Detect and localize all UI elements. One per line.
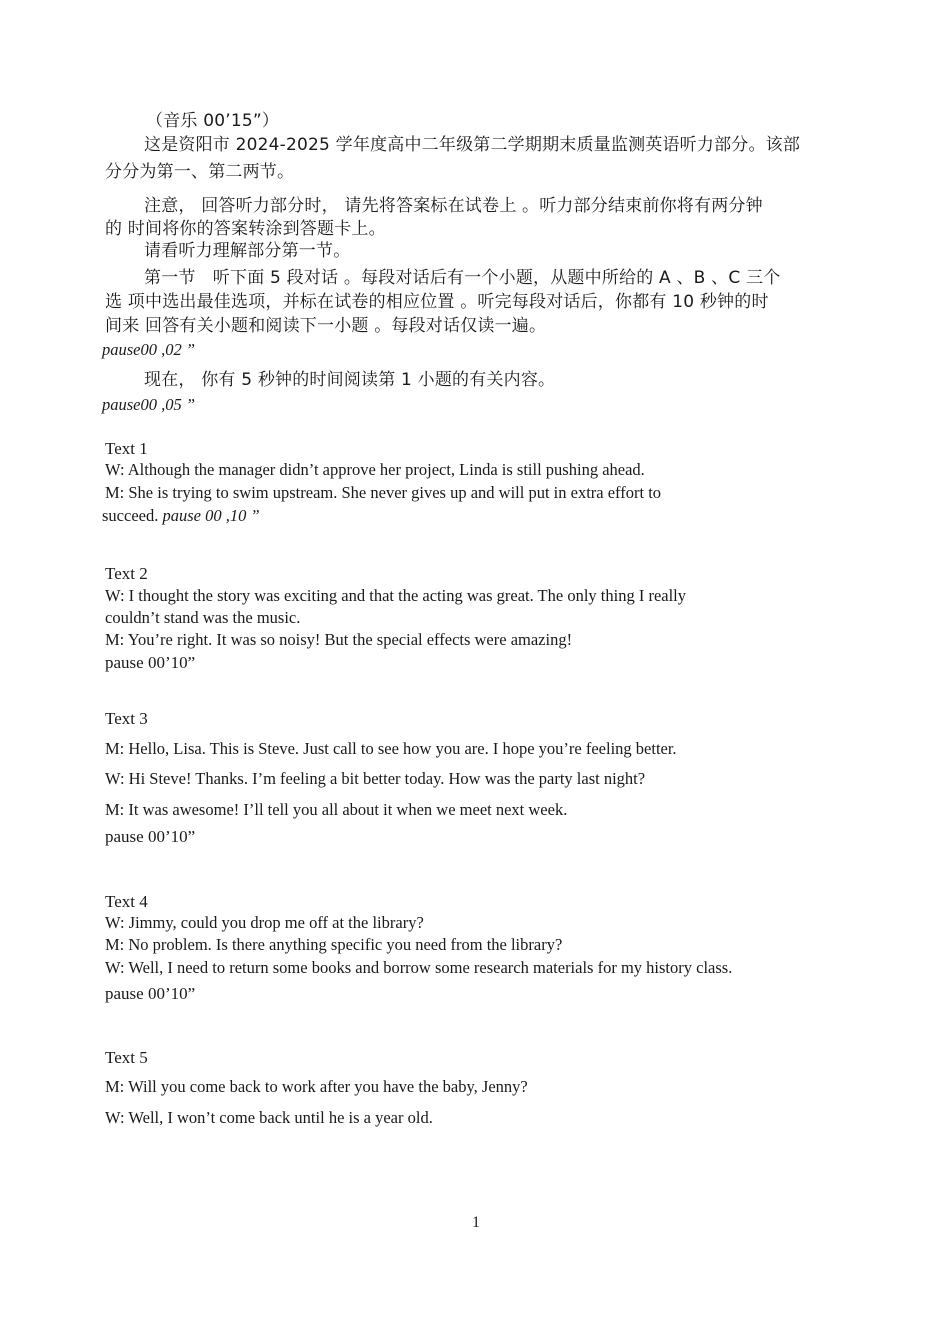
pause-marker: pause00 ,05 ” (102, 395, 196, 414)
dialogue-line: W: Although the manager didn’t approve her project, Linda is still pushing ahead. (105, 460, 645, 479)
pause-marker: pause 00’10” (105, 653, 196, 672)
pause-marker: pause 00’10” (105, 984, 196, 1003)
dialogue-line: W: Well, I won’t come back until he is a year old. (105, 1108, 433, 1127)
dialogue-line: M: Will you come back to work after you have the baby, Jenny? (105, 1077, 528, 1096)
music-cue: （音乐 00’15”） (146, 111, 280, 131)
pause-marker: pause00 ,02 ” (102, 340, 196, 359)
pause-marker: pause 00’10” (105, 827, 196, 846)
reading-time-note: 现在， 你有 5 秒钟的时间阅读第 1 小题的有关内容。 (144, 370, 556, 390)
dialogue-line-end (102, 505, 260, 527)
dialogue-line: M: Hello, Lisa. This is Steve. Just call to see how you are. I hope you’re feeling better. (105, 739, 677, 758)
dialogue-line: M: She is trying to swim upstream. She never gives up and will put in extra effort to (105, 483, 662, 502)
text-title: Text 4 (105, 892, 148, 911)
dialogue-line: M: You’re right. It was so noisy! But the special effects were amazing! (105, 630, 573, 649)
intro-line-2: 分分为第一、第二两节。 (105, 162, 295, 182)
dialogue-line: couldn’t stand was the music. (105, 608, 301, 627)
notice-line-1: 注意， 回答听力部分时， 请先将答案标在试卷上 。听力部分结束前你将有两分钟 (144, 196, 763, 216)
dialogue-line: W: Jimmy, could you drop me off at the library? (105, 913, 424, 932)
section1-line-2: 选 项中选出最佳选项，并标在试卷的相应位置 。听完每段对话后，你都有 10 秒钟的时 (105, 292, 769, 312)
dialogue-line: M: No problem. Is there anything specific you need from the library? (105, 935, 563, 954)
section1-line-1: 第一节 听下面 5 段对话 。每段对话后有一个小题，从题中所给的 A 、B 、C 三个 (144, 268, 781, 288)
notice-line-2: 的 时间将你的答案转涂到答题卡上。 (105, 219, 386, 239)
dialogue-text: succeed. (102, 506, 159, 525)
intro-line-1: 这是资阳市 2024-2025 学年度高中二年级第二学期期末质量监测英语听力部分。该部 (144, 135, 801, 155)
section-prompt: 请看听力理解部分第一节。 (144, 241, 351, 261)
page-number: 1 (472, 1214, 480, 1231)
text-title: Text 5 (105, 1048, 148, 1067)
text-title: Text 1 (105, 439, 148, 458)
text-title: Text 2 (105, 564, 148, 583)
dialogue-line: M: It was awesome! I’ll tell you all about it when we meet next week. (105, 800, 568, 819)
dialogue-line: W: Well, I need to return some books and borrow some research materials for my history class. (105, 958, 733, 977)
dialogue-line: W: I thought the story was exciting and that the acting was great. The only thing I really (105, 586, 687, 605)
section1-line-3: 间来 回答有关小题和阅读下一小题 。每段对话仅读一遍。 (105, 316, 547, 336)
dialogue-line: W: Hi Steve! Thanks. I’m feeling a bit better today. How was the party last night? (105, 769, 646, 788)
pause-marker: pause 00 ,10 ” (162, 506, 260, 525)
text-title: Text 3 (105, 709, 148, 728)
